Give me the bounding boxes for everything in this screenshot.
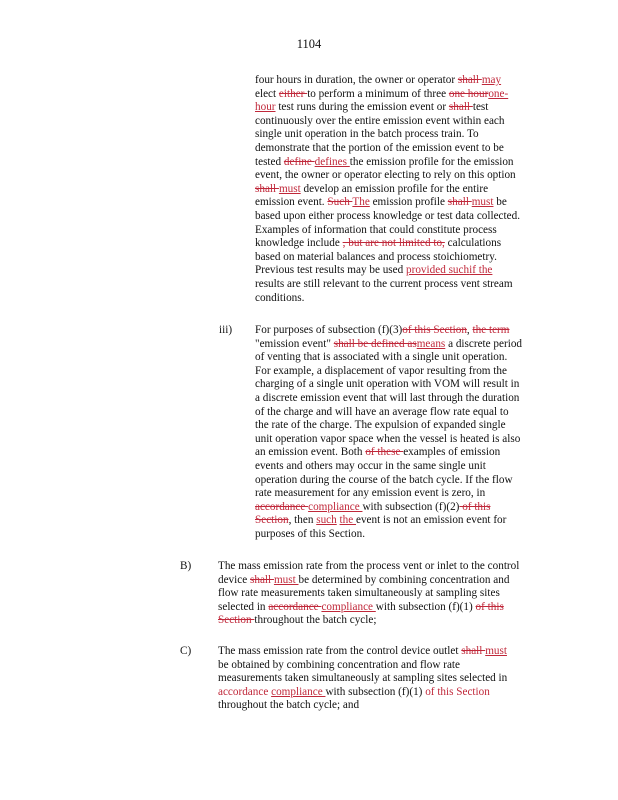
text-run: with subsection (f)(1) bbox=[325, 685, 426, 698]
deleted-text: shall bbox=[447, 196, 472, 209]
text-line bbox=[218, 645, 556, 659]
text-line bbox=[255, 237, 555, 251]
inserted-text: compliance bbox=[271, 685, 326, 698]
inserted-text: must bbox=[273, 573, 299, 586]
text-line bbox=[255, 487, 555, 501]
text-run: an emission event. Both bbox=[255, 446, 366, 459]
deleted-text: of this bbox=[475, 600, 504, 613]
deleted-text: shall bbox=[250, 573, 274, 586]
text-line bbox=[218, 672, 556, 686]
text-line bbox=[255, 101, 555, 115]
text-run: Previous test results may be used bbox=[255, 264, 407, 277]
inserted-text: The bbox=[352, 196, 370, 209]
text-line bbox=[255, 169, 555, 183]
text-line bbox=[218, 659, 556, 673]
text-run: knowledge include bbox=[255, 237, 343, 250]
text-line bbox=[255, 324, 555, 338]
paragraph-c bbox=[218, 645, 556, 713]
text-run: The mass emission rate from the process vent or inlet to the control bbox=[218, 560, 520, 572]
deleted-text: of this Section bbox=[402, 324, 467, 336]
text-run: a discrete period bbox=[445, 337, 523, 350]
deleted-text: shall bbox=[457, 74, 482, 86]
inserted-text: the bbox=[339, 514, 356, 527]
text-run: rate measurement for any emission event is zero, in bbox=[255, 487, 486, 500]
deleted-text: shall bbox=[448, 101, 473, 114]
text-run: conditions. bbox=[255, 291, 305, 304]
deleted-text: one hour bbox=[448, 87, 489, 100]
text-run: "emission event" bbox=[255, 337, 334, 350]
text-run: of the charge and will have an average flow rate equal to bbox=[255, 405, 509, 418]
inserted-text: such bbox=[316, 514, 337, 527]
inserted-text: hour bbox=[255, 101, 276, 114]
deleted-text: accordance bbox=[255, 500, 309, 513]
deleted-text: the term bbox=[472, 324, 510, 336]
text-run: flow rate measurements taken simultaneously at sampling sites bbox=[218, 587, 500, 600]
text-run: , then bbox=[288, 514, 317, 527]
text-run: a discrete emission event that will last through the duration bbox=[255, 391, 520, 404]
text-line bbox=[255, 156, 555, 170]
inserted-text: must bbox=[278, 182, 301, 195]
text-run: charging of a single unit operation with VOM will result in bbox=[255, 378, 520, 391]
paragraph-label-c: C) bbox=[180, 645, 192, 657]
paragraph-b bbox=[218, 560, 556, 628]
text-line bbox=[255, 88, 555, 102]
inserted-text: provided such bbox=[406, 264, 470, 277]
text-line bbox=[218, 699, 556, 713]
text-run: be bbox=[493, 196, 507, 209]
paragraph-label-iii: iii) bbox=[219, 324, 233, 336]
deleted-text: of this bbox=[459, 500, 491, 513]
inserted-text: means bbox=[416, 337, 446, 350]
text-line bbox=[255, 406, 555, 420]
text-run: throughout the batch cycle; and bbox=[218, 699, 360, 712]
deleted-text: Such bbox=[327, 196, 353, 209]
text-run: based on material balances and process stoichiometry. bbox=[255, 250, 497, 263]
text-run: tested bbox=[255, 155, 284, 168]
deleted-text: of these bbox=[365, 446, 404, 459]
text-line bbox=[255, 210, 555, 224]
text-line bbox=[255, 292, 555, 306]
text-line bbox=[255, 378, 555, 392]
text-line bbox=[218, 686, 556, 700]
text-run: unit operation vapor space when the vessel is heated is also bbox=[255, 432, 521, 445]
text-line bbox=[255, 351, 555, 365]
text-run: be determined by combining concentration and bbox=[298, 573, 510, 586]
text-run: emission event. bbox=[255, 196, 328, 209]
text-run: test bbox=[472, 101, 489, 114]
text-line bbox=[255, 196, 555, 210]
paragraph-iii bbox=[255, 324, 555, 542]
text-line bbox=[218, 587, 556, 601]
text-run: be obtained by combining concentration and flow rate bbox=[218, 658, 461, 671]
deleted-text: either bbox=[278, 87, 308, 100]
text-line bbox=[255, 142, 555, 156]
deleted-text: , but are not limited to, bbox=[342, 237, 445, 250]
text-run: of venting that is associated with a single unit operation. bbox=[255, 351, 508, 364]
text-line bbox=[255, 74, 555, 88]
text-line bbox=[218, 601, 556, 615]
text-run: For purposes of subsection (f)(3) bbox=[255, 324, 403, 336]
text-run: throughout the batch cycle; bbox=[254, 614, 377, 627]
text-line bbox=[255, 501, 555, 515]
text-run: based upon either process knowledge or test data collected. bbox=[255, 209, 520, 222]
deleted-text: Section bbox=[255, 514, 289, 527]
text-run: examples of emission bbox=[403, 446, 501, 459]
changed-text: of this Section bbox=[425, 685, 490, 698]
text-run: event is not an emission event for bbox=[356, 514, 507, 527]
text-run: the rate of the charge. The expulsion of expanded single bbox=[255, 419, 506, 432]
text-line bbox=[255, 365, 555, 379]
text-line bbox=[255, 224, 555, 238]
inserted-text: compliance bbox=[308, 500, 363, 513]
text-line bbox=[218, 574, 556, 588]
changed-text: accordance bbox=[218, 685, 269, 698]
text-run: test runs during the emission event or bbox=[275, 101, 449, 114]
text-run: operation during the course of the batch cycle. If the flow bbox=[255, 473, 513, 486]
deleted-text: accordance bbox=[268, 600, 322, 613]
inserted-text: may bbox=[481, 74, 502, 86]
text-run: measurements taken simultaneously at sampling sites selected in bbox=[218, 672, 508, 685]
text-run: emission profile bbox=[369, 196, 448, 209]
text-line bbox=[255, 278, 555, 292]
deleted-text: shall be defined as bbox=[333, 337, 417, 350]
text-line bbox=[255, 433, 555, 447]
text-line bbox=[255, 392, 555, 406]
inserted-text: must bbox=[471, 196, 494, 209]
page-number: 1104 bbox=[296, 37, 322, 51]
text-run: event, the owner or operator electing to rely on this option bbox=[255, 169, 516, 182]
text-run: For example, a displacement of vapor resulting from the bbox=[255, 364, 507, 377]
text-run: calculations bbox=[444, 237, 502, 250]
deleted-text: shall bbox=[255, 182, 279, 195]
deleted-text: define bbox=[283, 155, 315, 168]
text-run: single unit operation in the batch process train. To bbox=[255, 128, 479, 141]
text-run: elect bbox=[255, 87, 279, 100]
text-line bbox=[255, 446, 555, 460]
text-line bbox=[255, 264, 555, 278]
text-run: with subsection (f)(1) bbox=[375, 600, 476, 613]
text-run: events and others may occur in the same single unit bbox=[255, 459, 486, 472]
text-run: develop an emission profile for the entire bbox=[300, 182, 489, 195]
text-run: Examples of information that could constitute process bbox=[255, 223, 497, 236]
text-run: results are still relevant to the current process vent stream bbox=[255, 277, 513, 290]
text-line bbox=[255, 183, 555, 197]
text-line bbox=[255, 474, 555, 488]
text-line bbox=[255, 338, 555, 352]
text-run: the emission profile for the emission bbox=[349, 155, 514, 168]
text-line bbox=[255, 419, 555, 433]
text-line bbox=[255, 528, 555, 542]
text-run: selected in bbox=[218, 600, 269, 613]
text-line bbox=[218, 614, 556, 628]
text-run: to perform a minimum of three bbox=[307, 87, 449, 100]
paragraph-label-b: B) bbox=[180, 560, 192, 572]
text-run: purposes of this Section. bbox=[255, 527, 366, 540]
text-run: continuously over the entire emission event within each bbox=[255, 114, 505, 127]
inserted-text: compliance bbox=[321, 600, 376, 613]
text-line bbox=[255, 128, 555, 142]
text-run: demonstrate that the portion of the emission event to be bbox=[255, 141, 504, 154]
text-run: The mass emission rate from the control device outlet bbox=[218, 645, 462, 657]
text-line bbox=[218, 560, 556, 574]
text-line bbox=[255, 514, 555, 528]
text-line bbox=[255, 115, 555, 129]
deleted-text: shall bbox=[461, 645, 486, 657]
text-run: four hours in duration, the owner or operator bbox=[255, 74, 458, 86]
paragraph-continuation bbox=[255, 74, 555, 305]
inserted-text: if the bbox=[469, 264, 493, 277]
text-line bbox=[255, 251, 555, 265]
text-run: device bbox=[218, 573, 250, 586]
inserted-text: must bbox=[485, 645, 507, 657]
text-run: , bbox=[466, 324, 473, 336]
inserted-text: one- bbox=[488, 87, 509, 100]
inserted-text: defines bbox=[314, 155, 350, 168]
text-run: with subsection (f)(2) bbox=[362, 500, 460, 513]
text-line bbox=[255, 460, 555, 474]
deleted-text: Section bbox=[218, 614, 255, 627]
